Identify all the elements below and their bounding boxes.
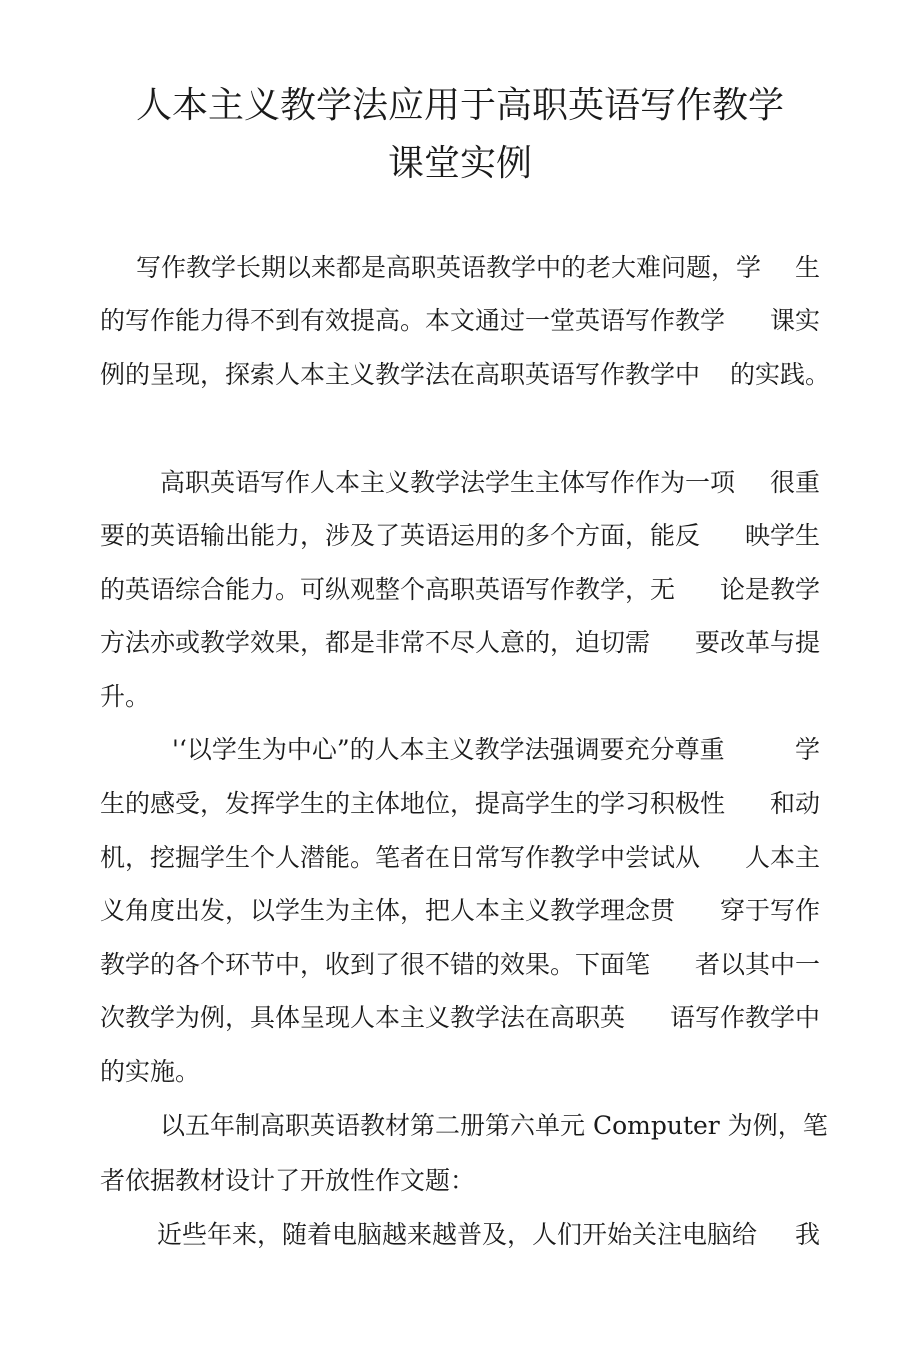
text-segment: 的实践。 (729, 360, 830, 389)
document-title-line-2: 课堂实例 (387, 143, 532, 184)
text-segment: 很重 (769, 468, 820, 497)
text-segment: 者以其中一 (694, 950, 820, 979)
text-segment: 教学的各个环节中，收到了很不错的效果。下面笔 (100, 950, 651, 979)
text-segment: 映学生 (744, 521, 820, 550)
paragraph-5-line-1 (157, 1222, 820, 1247)
text-segment: 我 (794, 1220, 820, 1249)
text-segment: 者依据教材设计了开放性作文题： (100, 1166, 476, 1195)
text-segment: 人本主 (744, 843, 820, 872)
text-segment: 次教学为例，具体呈现人本主义教学法在高职英 (100, 1003, 626, 1032)
paragraph-2-line-1 (160, 470, 820, 495)
text-segment: 要改革与提 (694, 628, 820, 657)
paragraph-2-line-3 (100, 577, 820, 602)
text-segment: 写作教学长期以来都是高职英语教学中的老大难问题，学 (136, 253, 762, 282)
text-segment: 机，挖掘学生个人潜能。笔者在日常写作教学中尝试从 (100, 843, 701, 872)
paragraph-1-line-2 (100, 308, 820, 333)
paragraph-3-line-3 (100, 845, 820, 870)
paragraph-3-line-5 (100, 952, 820, 977)
text-segment: 义角度出发，以学生为主体，把人本主义教学理念贯 (100, 896, 676, 925)
text-segment: 高职英语写作人本主义教学法学生主体写作作为一项 (160, 468, 736, 497)
paragraph-4-line-2 (100, 1168, 820, 1193)
paragraph-3-line-2 (100, 791, 820, 816)
paragraph-3-line-7 (100, 1059, 820, 1084)
text-segment: 学 (794, 735, 820, 764)
text-segment: 的写作能力得不到有效提高。本文通过一堂英语写作教学 (100, 306, 726, 335)
text-segment: 语写作教学中 (669, 1003, 820, 1032)
text-segment: 生 (794, 253, 820, 282)
paragraph-2-line-5 (100, 684, 820, 709)
text-segment: 例的呈现，探索人本主义教学法在高职英语写作教学中 (100, 360, 701, 389)
paragraph-4-line-1 (160, 1111, 828, 1140)
text-segment: 的英语综合能力。可纵观整个高职英语写作教学，无 (100, 575, 676, 604)
text-segment: 课实 (769, 306, 820, 335)
text-segment: 近些年来，随着电脑越来越普及，人们开始关注电脑给 (157, 1220, 758, 1249)
text-segment: 论是教学 (719, 575, 820, 604)
paragraph-3-line-1 (172, 737, 820, 762)
paragraph-1-line-3 (100, 362, 830, 387)
text-segment: 生的感受，发挥学生的主体地位，提高学生的学习积极性 (100, 789, 726, 818)
text-segment: 例，笔 (752, 1111, 828, 1140)
paragraph-2-line-2 (100, 523, 820, 548)
paragraph-3-line-4 (100, 898, 820, 923)
document-title-line-1: 人本主义教学法应用于高职英语写作教学 (135, 85, 784, 126)
paragraph-1-line-1 (136, 255, 820, 280)
text-segment: 要的英语输出能力，涉及了英语运用的多个方面，能反 (100, 521, 701, 550)
text-segment: 升。 (100, 682, 151, 711)
text-segment: 方法亦或教学效果，都是非常不尽人意的，迫切需 (100, 628, 651, 657)
paragraph-3-line-6 (100, 1005, 820, 1030)
text-segment: 的实施。 (100, 1057, 201, 1086)
text-segment: 和动 (769, 789, 820, 818)
text-segment: 以五年制高职英语教材第二册第六单元 Computer 为 (160, 1111, 753, 1140)
paragraph-2-line-4 (100, 630, 820, 655)
text-segment: 穿于写作 (719, 896, 820, 925)
text-segment: '‘以学生为中心”的人本主义教学法强调要充分尊重 (172, 735, 725, 764)
